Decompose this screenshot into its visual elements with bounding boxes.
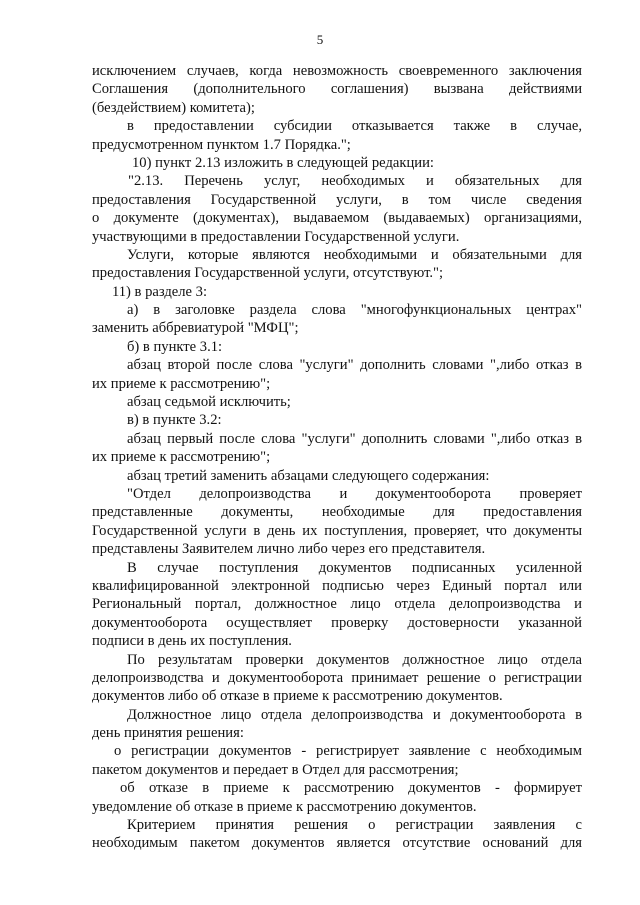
text-line: их приеме к рассмотрению";: [92, 449, 271, 466]
text-line: предоставления Государственной услуги, в том числе сведения: [92, 191, 582, 208]
text-line: абзац первый после слова "услуги" дополнить словами ",либо отказ в: [127, 430, 582, 447]
text-line: предоставления Государственной услуги, отсутствуют.";: [92, 265, 444, 282]
text-line: "2.13. Перечень услуг, необходимых и обязательных для: [128, 173, 582, 190]
text-line: Региональный портал, должностное лицо отдела делопроизводства и: [92, 596, 582, 613]
text-line: абзац третий заменить абзацами следующего содержания:: [127, 467, 490, 484]
text-line: (бездействием) комитета);: [92, 99, 255, 116]
text-line: делопроизводства и документооборота принимает решение о регистрации: [92, 669, 582, 686]
text-line: в предоставлении субсидии отказывается также в случае,: [127, 118, 582, 135]
text-line: о регистрации документов - регистрирует заявление с необходимым: [114, 743, 582, 760]
text-line: Услуги, которые являются необходимыми и обязательными для: [127, 246, 582, 263]
text-line: необходимым пакетом документов является отсутствие оснований для: [92, 835, 582, 852]
text-line: Должностное лицо отдела делопроизводства и документооборота в: [127, 706, 582, 723]
page-number: 5: [316, 32, 324, 47]
text-line: предусмотренном пунктом 1.7 Порядка.";: [92, 136, 351, 153]
text-line: документов либо об отказе в приеме к рассмотрению документов.: [92, 688, 503, 705]
text-line: В случае поступления документов подписанных усиленной: [127, 559, 582, 576]
text-line: Государственной услуги в день их поступления, проверяет, что документы: [92, 522, 582, 539]
text-line: участвующими в предоставлении Государственной услуги.: [92, 228, 460, 245]
text-line: а) в заголовке раздела слова "многофункциональных центрах": [127, 302, 582, 319]
text-line: документооборота осуществляет проверку достоверности указанной: [92, 614, 582, 631]
text-line: заменить аббревиатурой "МФЦ";: [92, 320, 299, 337]
text-line: Соглашения (дополнительного соглашения) вызвана действиями: [92, 81, 582, 98]
document-body: [92, 62, 582, 853]
text-line: исключением случаев, когда невозможность своевременного заключения: [92, 63, 582, 79]
text-line: б) в пункте 3.1:: [127, 338, 223, 355]
text-line: их приеме к рассмотрению";: [92, 375, 271, 392]
text-line: 10) пункт 2.13 изложить в следующей редакции:: [132, 154, 434, 171]
text-line: об отказе в приеме к рассмотрению документов - формирует: [120, 780, 582, 797]
text-line: подписи в день их поступления.: [92, 633, 292, 650]
text-line: абзац второй после слова "услуги" дополнить словами ",либо отказ в: [127, 357, 582, 374]
text-line: квалифицированной электронной подписью через Единый портал или: [92, 577, 582, 594]
text-line: представленные документы, необходимые для предоставления: [92, 504, 582, 521]
text-line: о документе (документах), выдаваемом (выдаваемых) организациями,: [92, 210, 582, 227]
text-line: Критерием принятия решения о регистрации заявления с: [127, 817, 582, 834]
text-line: пакетом документов и передает в Отдел для рассмотрения;: [92, 761, 459, 778]
text-line: 11) в разделе 3:: [112, 283, 208, 300]
text-line: "Отдел делопроизводства и документооборота проверяет: [127, 485, 582, 502]
text-line: По результатам проверки документов должностное лицо отдела: [127, 651, 582, 668]
text-line: день принятия решения:: [92, 725, 244, 742]
text-line: в) в пункте 3.2:: [127, 412, 222, 429]
text-line: абзац седьмой исключить;: [127, 394, 291, 411]
text-line: представлены Заявителем лично либо через его представителя.: [92, 541, 486, 558]
text-line: уведомление об отказе в приеме к рассмотрению документов.: [92, 798, 477, 815]
